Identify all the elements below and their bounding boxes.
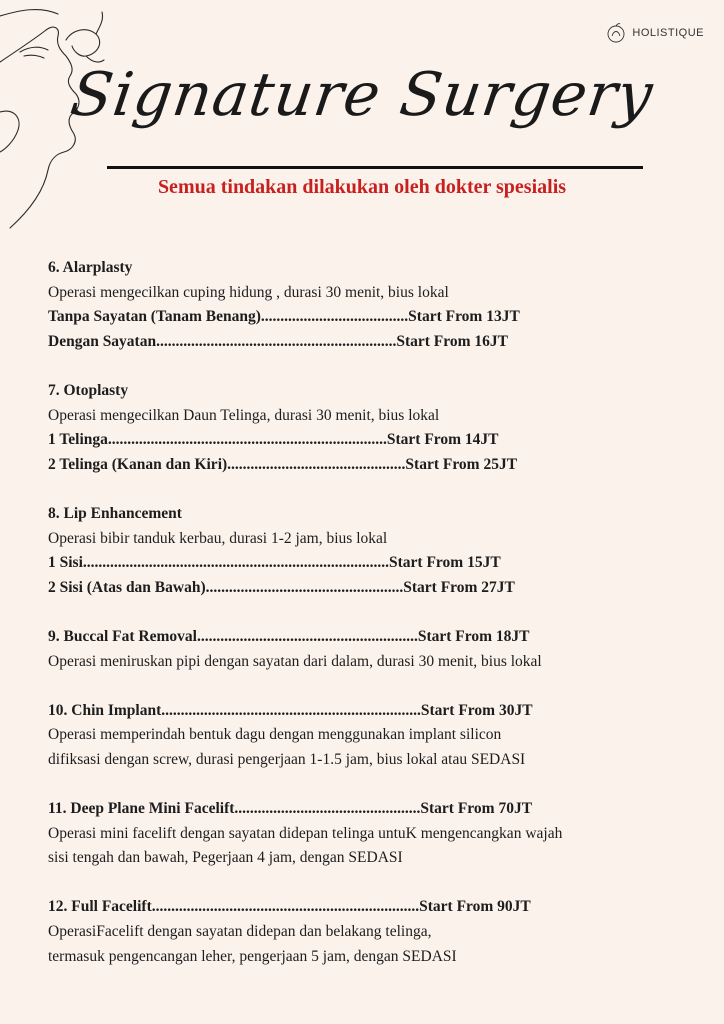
service-section [48, 625, 698, 674]
brand-name: HOLISTIQUE [632, 27, 704, 39]
service-description: Operasi meniruskan pipi dengan sayatan dari dalam, durasi 30 menit, bius lokal [48, 652, 542, 670]
service-line-bold: Tanpa Sayatan (Tanam Benang)......................................Start From 13JT [48, 308, 520, 326]
service-list [48, 256, 698, 969]
service-description: sisi tengah dan bawah, Pegerjaan 4 jam, dengan SEDASI [48, 849, 403, 867]
page-title-area [0, 52, 724, 162]
service-section [48, 502, 698, 600]
service-section [48, 895, 698, 969]
service-line-bold: 10. Chin Implant...................................................................Start From 30JT [48, 701, 533, 719]
service-section [48, 797, 698, 871]
service-description: Operasi mengecilkan cuping hidung , durasi 30 menit, bius lokal [48, 283, 449, 301]
service-section [48, 699, 698, 773]
page-subtitle: Semua tindakan dilakukan oleh dokter spesialis [157, 176, 567, 198]
service-line-bold: 12. Full Facelift.....................................................................Start From 90JT [48, 898, 531, 916]
service-line-bold: 8. Lip Enhancement [48, 504, 182, 522]
service-line-bold: 1 Sisi...............................................................................Start From 15JT [48, 554, 501, 572]
service-line-bold: Dengan Sayatan..............................................................Start From 16JT [48, 332, 508, 350]
service-line-bold: 11. Deep Plane Mini Facelift................................................Start From 70JT [48, 800, 533, 818]
service-line-bold: 6. Alarplasty [48, 259, 133, 276]
service-description: difiksasi dengan screw, durasi pengerjaan 1-1.5 jam, bius lokal atau SEDASI [48, 750, 526, 768]
service-description: Operasi memperindah bentuk dagu dengan menggunakan implant silicon [48, 726, 502, 744]
service-description: Operasi mini facelift dengan sayatan didepan telinga untuK mengencangkan wajah [48, 824, 563, 842]
brand-emblem-icon [606, 22, 626, 44]
service-line-bold: 7. Otoplasty [48, 381, 129, 399]
service-line-bold: 2 Telinga (Kanan dan Kiri)..............................................Start From 25JT [48, 455, 518, 473]
page-title: Signature Surgery [66, 60, 658, 130]
brand-logo [606, 22, 704, 44]
service-section [48, 256, 698, 354]
service-description: termasuk pengencangan leher, pengerjaan 5 jam, dengan SEDASI [48, 947, 457, 965]
service-description: OperasiFacelift dengan sayatan didepan dan belakang telinga, [48, 923, 432, 941]
service-description: Operasi bibir tanduk kerbau, durasi 1-2 jam, bius lokal [48, 529, 388, 547]
service-line-bold: 1 Telinga........................................................................Start From 14JT [48, 431, 499, 449]
service-line-bold: 2 Sisi (Atas dan Bawah)...................................................Start From 27JT [48, 578, 515, 596]
title-divider [107, 166, 643, 169]
service-description: Operasi mengecilkan Daun Telinga, durasi 30 menit, bius lokal [48, 406, 440, 424]
service-section [48, 379, 698, 477]
service-line-bold: 9. Buccal Fat Removal.........................................................Start From 18JT [48, 627, 530, 645]
